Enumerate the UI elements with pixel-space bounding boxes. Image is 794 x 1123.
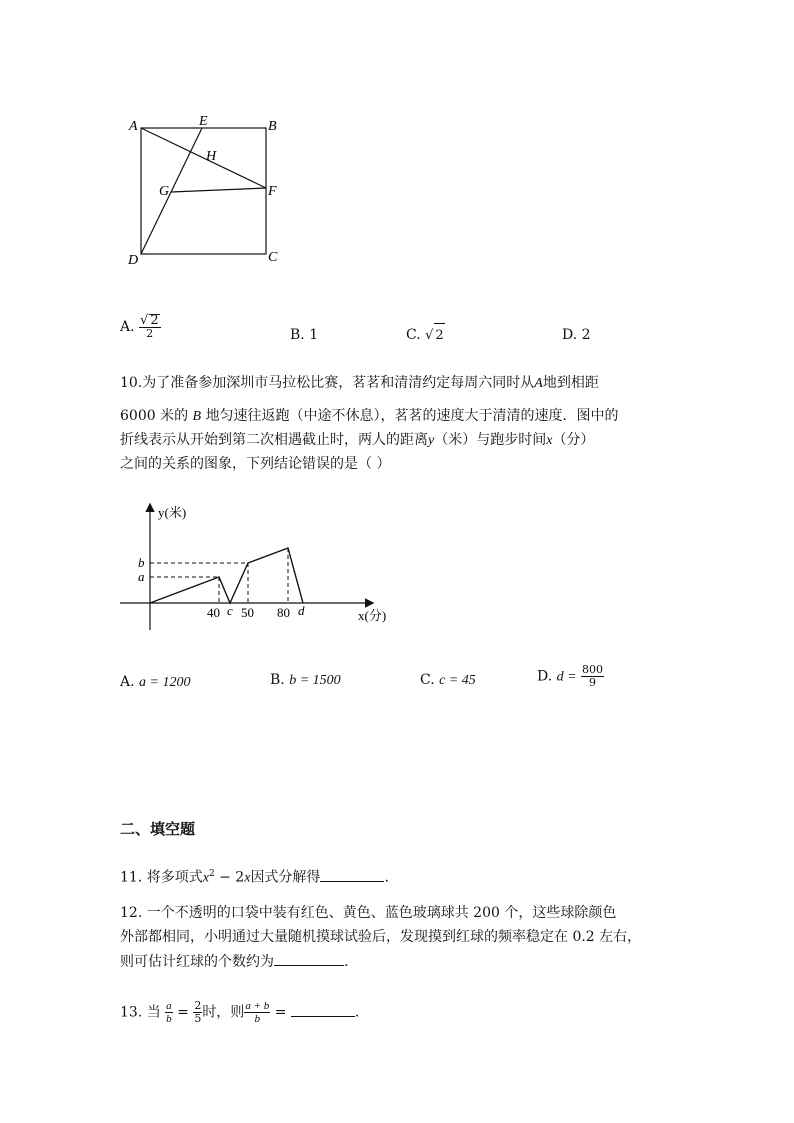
label-d: D xyxy=(128,253,139,268)
q10-line-1: 10.为了准备参加深圳市马拉松比赛，茗茗和清清约定每周六同时从A地到相距 xyxy=(120,375,599,391)
q10-option-a: A. a = 1200 xyxy=(120,674,191,690)
q10-option-d: D. d = $\frac{800}{9}$ xyxy=(537,663,604,689)
q12-answer-blank[interactable] xyxy=(274,951,344,966)
section-heading: 二、填空题 xyxy=(120,820,196,838)
label-e: E xyxy=(199,114,208,129)
segment-fg xyxy=(171,188,266,192)
tick-c: c xyxy=(227,603,233,618)
tick-80: 80 xyxy=(277,605,290,620)
tick-50: 50 xyxy=(241,605,254,620)
q12-line-1: 12. 一个不透明的口袋中装有红色、黄色、蓝色玻璃球共 200 个，这些球除颜色 xyxy=(120,905,617,921)
q11: 11. 将多项式$x^2 - 2x$因式分解得 . xyxy=(120,862,389,891)
sqrt2: √ 2 xyxy=(425,323,445,348)
x-axis-label: x(分) xyxy=(358,608,387,623)
q12-line-3: 则可估计红球的个数约为 . xyxy=(120,950,348,974)
label-a: A xyxy=(129,119,138,134)
q10-line-3: 折线表示从开始到第二次相遇截止时，两人的距离y（米）与跑步时间x（分） xyxy=(120,432,595,448)
q9-option-a: A. $\frac{√ 2}{2}$ xyxy=(120,313,159,340)
q11-answer-blank[interactable] xyxy=(320,867,384,882)
q13-frac-2-over-5: $\frac{2}{5}$ xyxy=(194,999,202,1025)
tick-40: 40 xyxy=(207,605,220,620)
label-g: G xyxy=(159,184,170,199)
q9-option-b: B. 1 xyxy=(290,327,319,343)
q13-frac-sum-over-b: $\frac{a + b}{b}$ xyxy=(245,1000,270,1025)
q9-option-c: C. √ 2 xyxy=(406,323,445,348)
distance-time-graph xyxy=(110,495,410,635)
q10-line-4: 之间的关系的图象，下列结论错误的是（ ） xyxy=(120,456,391,472)
label-f: F xyxy=(268,184,277,199)
y-axis-label: y(米) xyxy=(158,505,187,520)
q12-line-2: 外部都相同，小明通过大量随机摸球试验后，发现摸到红球的频率稳定在 0.2 左右， xyxy=(120,929,642,945)
tick-d: d xyxy=(298,603,305,618)
distance-polyline xyxy=(150,548,303,603)
level-label-a: a xyxy=(138,569,145,584)
q13-frac-a-over-b: $\frac{a}{b}$ xyxy=(166,1000,172,1025)
level-label-b: b xyxy=(138,555,145,570)
q9-option-d: D. 2 xyxy=(562,327,591,343)
segment-af xyxy=(141,128,266,188)
q10-line-2: 6000 米的 B 地匀速往返跑（中途不休息），茗茗的速度大于清清的速度．图中的 xyxy=(120,408,619,424)
label-b: B xyxy=(268,119,277,134)
q10-option-c: C. c = 45 xyxy=(420,672,476,688)
label-c: C xyxy=(268,250,278,265)
q13: 13. 当 $\frac{a}{b}$ = $\frac{2}{5}$ 时，则 $\frac{a + b}{b}$ = . xyxy=(120,999,360,1025)
label-h: H xyxy=(206,149,217,164)
q10-option-b: B. b = 1500 xyxy=(270,672,341,688)
sqrt2-over-2: $\frac{√ 2}{2}$ xyxy=(140,313,159,340)
square-figure xyxy=(120,108,300,273)
q13-answer-blank[interactable] xyxy=(291,1002,355,1017)
d-fraction: $\frac{800}{9}$ xyxy=(582,663,604,689)
